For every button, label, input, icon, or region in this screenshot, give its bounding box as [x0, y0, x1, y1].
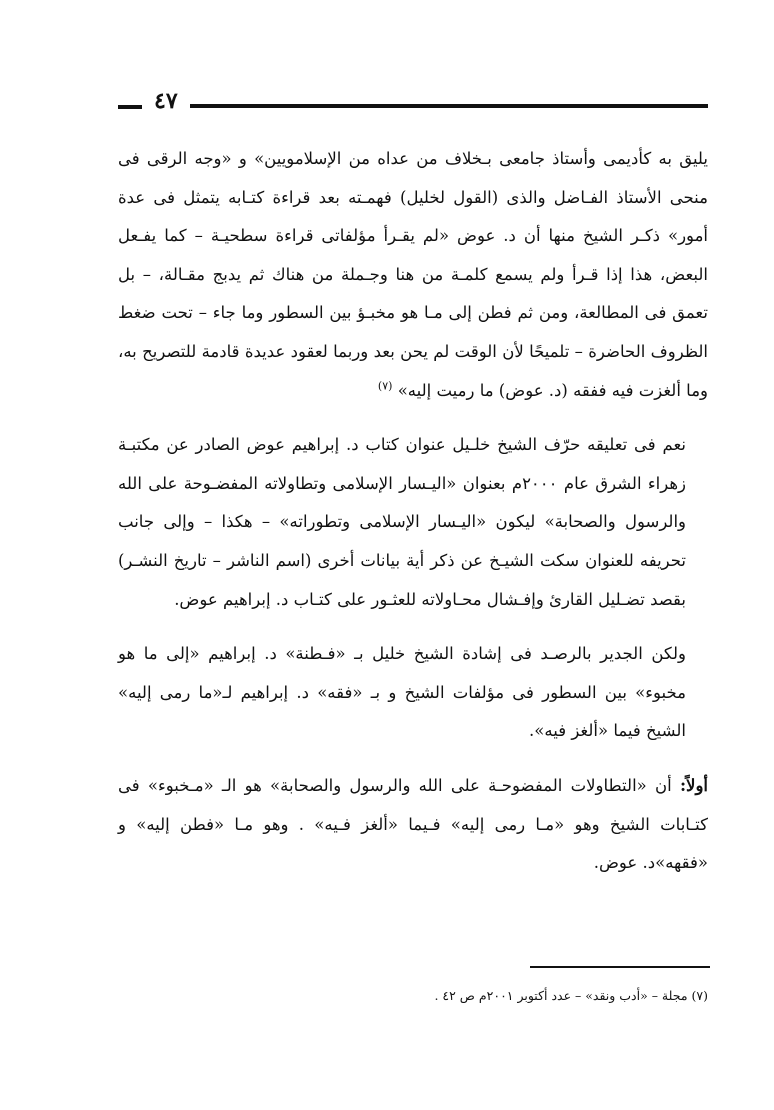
text-line: نعم فى تعليقه حرّف الشيخ خلـيل عنوان كتاب د. إبراهيم عوض الصادر عن — [166, 435, 686, 455]
footnote-reference: (٧) — [377, 379, 393, 393]
body-text — [118, 140, 708, 883]
page-number: ٤٧ — [154, 88, 178, 114]
text-line: جاء – تحت ضغط الظروف الحاضرة – تلميحًا لأن الوقت لم يحن بعد وربما لعقود — [118, 303, 708, 361]
text-line: جانب تحريفه للعنوان سكت الشيـخ عن ذكر أية بيانات أخرى (اسم الناشر – تاريخ — [118, 512, 687, 570]
text-line: النشـر) بقصد تضـليل القارئ وإفـشال محـاولاته للعثـور على كتـاب د. إبراهيم — [118, 550, 686, 609]
text-line: فى منحى الأستاذ الفـاضل والذى (القول لخليل) فهمـته بعد قراءة كتـابه يتمثل فى — [118, 149, 708, 207]
footnote-separator — [530, 966, 710, 968]
paragraph-1 — [118, 140, 708, 410]
text-line: فى كتـابات الشيخ وهو «مـا رمى إليه» فـيما «ألغز فـيه» . وهو مـا «فطن إليه» و — [118, 775, 708, 834]
footnote: (٧) مجلة – «أدب ونقد» – عدد أكتوبر ٢٠٠١م ص ٤٢ . — [434, 988, 708, 1003]
text-line: مقـالة، – بل تعمق فى المطالعة، ومن ثم فطن إلى مـا هو مخبـؤ بين السطور وما — [118, 264, 708, 323]
header-short-rule — [118, 105, 142, 109]
text-line: مكتبـة زهراء الشرق عام ٢٠٠٠م بعنوان «اليـسار الإسلامى وتطاولاته المفضـوحة — [118, 435, 687, 493]
header-long-rule — [190, 104, 708, 108]
text-line: يليق به كأديمى وأستاذ جامعى بـخلاف من عداه من الإسلامويين» و «وجه الرقى — [146, 149, 708, 168]
paragraph-3 — [118, 635, 708, 751]
page-header — [112, 86, 708, 120]
text-line: عدة أمور» ذكـر الشيخ منها أن د. عوض «لم يقـرأ مؤلفاتى قراءة سطحيـة – كما — [118, 187, 708, 246]
text-line: عوض. — [174, 589, 218, 609]
text-line: مخبوء» بين السطور فى مؤلفات الشيخ و بـ «فقه» د. إبراهيم لـ«ما رمى إليه» الشيخ — [118, 682, 686, 741]
text-line: يفـعل البعض، هذا إذا قـرأ ولم يسمع كلمـة من هنا وجـملة من هناك ثم يدبج — [118, 226, 708, 284]
text-line: أن «التطاولات المفضوحـة على الله والرسول والصحابة» هو الـ «مـخبوء» — [147, 775, 672, 795]
text-line: على الله والرسول والصحابة» ليكون «اليـسار الإسلامى وتطوراته» – هكذا – وإلى — [118, 473, 687, 532]
text-line: عديدة قادمة للتصريح به، وما ألغزت فيه ففقه (د. عوض) ما رميت إليه» — [118, 341, 708, 400]
text-line: فيما «ألغز فيه». — [529, 721, 641, 741]
paragraph-lead: أولاً: — [679, 775, 708, 795]
text-line: ولكن الجدير بالرصـد فى إشادة الشيخ خليل بـ «فـطنة» د. إبراهيم «إلى ما هو — [118, 644, 686, 664]
text-line: «فقهه»د. عوض. — [593, 853, 708, 873]
paragraph-4 — [118, 767, 708, 883]
paragraph-2 — [118, 426, 708, 619]
